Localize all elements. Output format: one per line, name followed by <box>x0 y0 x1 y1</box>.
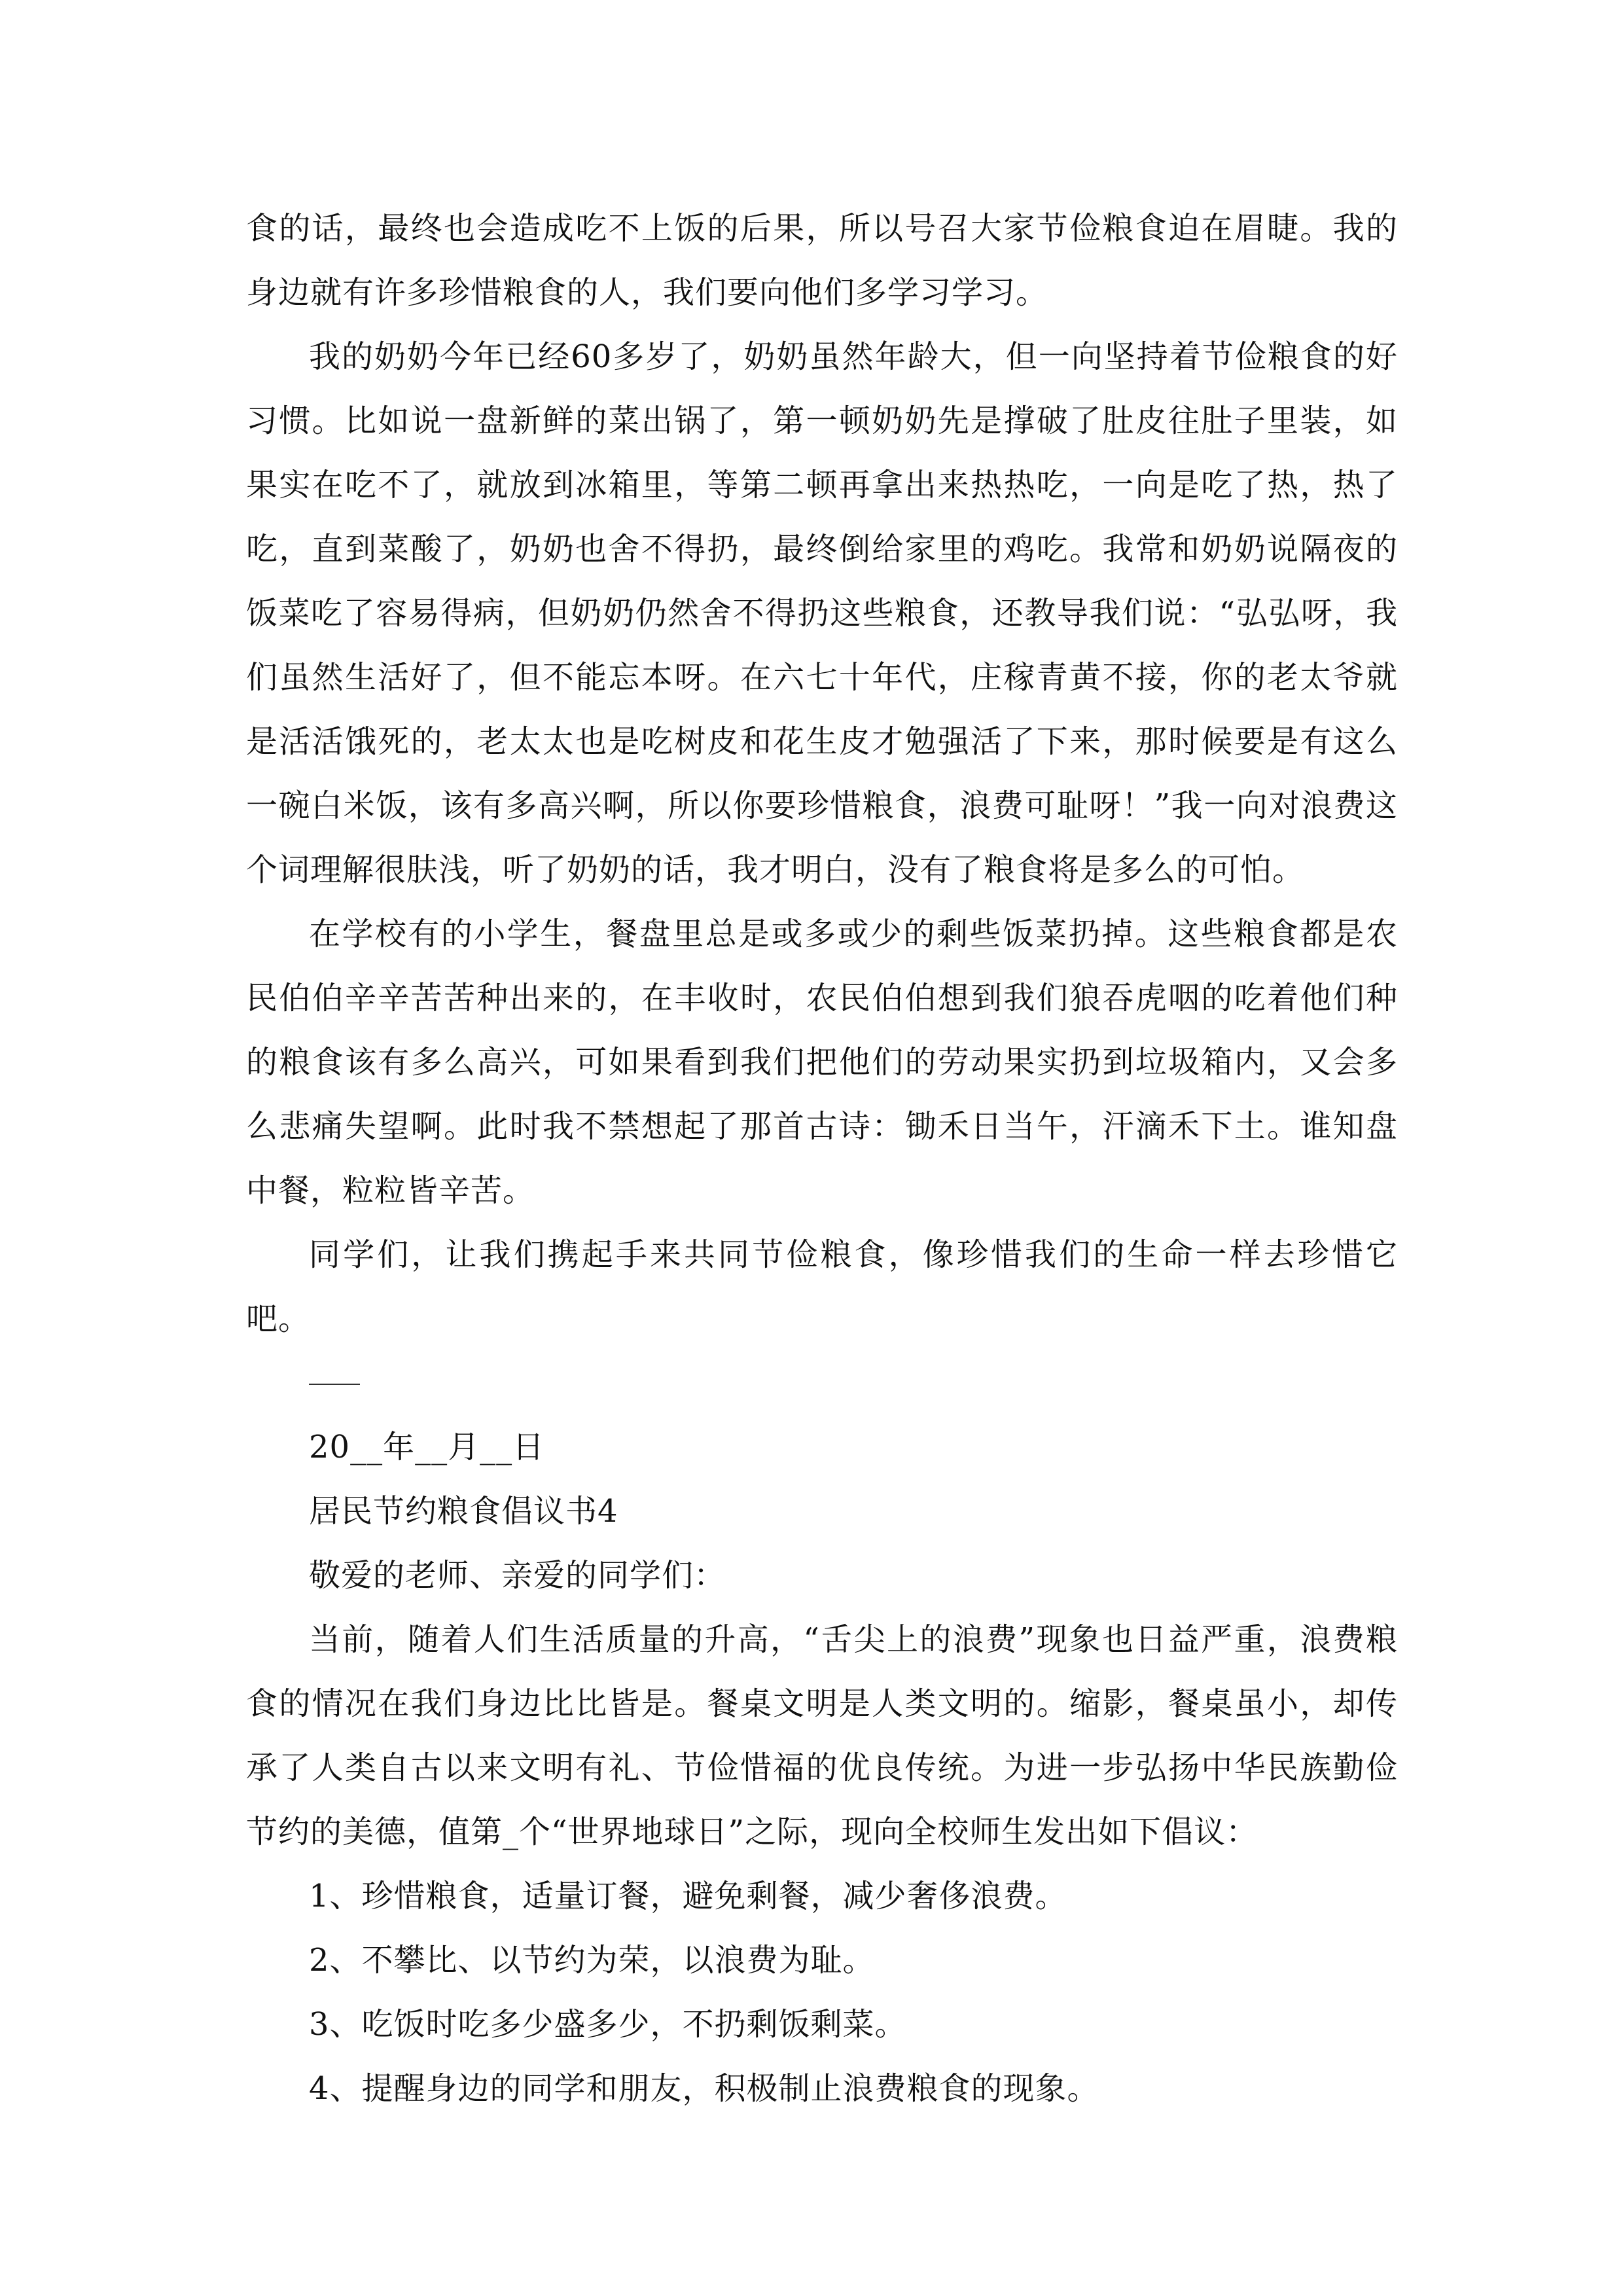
document-body <box>246 196 1398 2121</box>
date-line: 20__年__月__日 <box>309 1429 545 1465</box>
paragraph-call-to-action: 同学们，让我们携起手来共同节俭粮食，像珍惜我们的生命一样去珍惜它吧。 <box>246 1236 1398 1337</box>
paragraph-continuation: 食的话，最终也会造成吃不上饭的后果，所以号召大家节俭粮食迫在眉睫。我的身边就有许多珍惜粮食的人，我们要向他们多学习学习。 <box>246 210 1398 311</box>
signature-blank-line <box>309 1351 360 1415</box>
intro-paragraph: 当前，随着人们生活质量的升高，“舌尖上的浪费”现象也日益严重，浪费粮食的情况在我们身边比比皆是。餐桌文明是人类文明的。缩影，餐桌虽小，却传承了人类自古以来文明有礼、节俭惜福的优良传统。为进一步弘扬中华民族勤俭节约的美德，值第_个“世界地球日”之际，现向全校师生发出如下倡议： <box>246 1621 1398 1850</box>
paragraph-grandmother: 我的奶奶今年已经60多岁了，奶奶虽然年龄大，但一向坚持着节俭粮食的好习惯。比如说一盘新鲜的菜出锅了，第一顿奶奶先是撑破了肚皮往肚子里装，如果实在吃不了，就放到冰箱里，等第二顿再拿出来热热吃，一向是吃了热，热了吃，直到菜酸了，奶奶也舍不得扔，最终倒给家里的鸡吃。我常和奶奶说隔夜的饭菜吃了容易得病，但奶奶仍然舍不得扔这些粮食，还教导我们说：“弘弘呀，我们虽然生活好了，但不能忘本呀。在六七十年代，庄稼青黄不接，你的老太爷就是活活饿死的，老太太也是吃树皮和花生皮才勉强活了下来，那时候要是有这么一碗白米饭，该有多高兴啊，所以你要珍惜粮食，浪费可耻呀！”我一向对浪费这个词理解很肤浅，听了奶奶的话，我才明白，没有了粮食将是多么的可怕。 <box>246 338 1398 888</box>
paragraph-school: 在学校有的小学生，餐盘里总是或多或少的剩些饭菜扔掉。这些粮食都是农民伯伯辛辛苦苦种出来的，在丰收时，农民伯伯想到我们狼吞虎咽的吃着他们种的粮食该有多么高兴，可如果看到我们把他们的劳动果实扔到垃圾箱内，又会多么悲痛失望啊。此时我不禁想起了那首古诗：锄禾日当午，汗滴禾下土。谁知盘中餐，粒粒皆辛苦。 <box>246 916 1398 1209</box>
list-item: 4、提醒身边的同学和朋友，积极制止浪费粮食的现象。 <box>309 2070 1099 2107</box>
greeting: 敬爱的老师、亲爱的同学们： <box>309 1557 726 1594</box>
list-item: 3、吃饭时吃多少盛多少，不扔剩饭剩菜。 <box>309 2006 907 2043</box>
list-item: 1、珍惜粮食，适量订餐，避免剩餐，减少奢侈浪费。 <box>309 1878 1067 1914</box>
section-title: 居民节约粮食倡议书4 <box>309 1493 618 1530</box>
list-item: 2、不攀比、以节约为荣，以浪费为耻。 <box>309 1942 875 1979</box>
